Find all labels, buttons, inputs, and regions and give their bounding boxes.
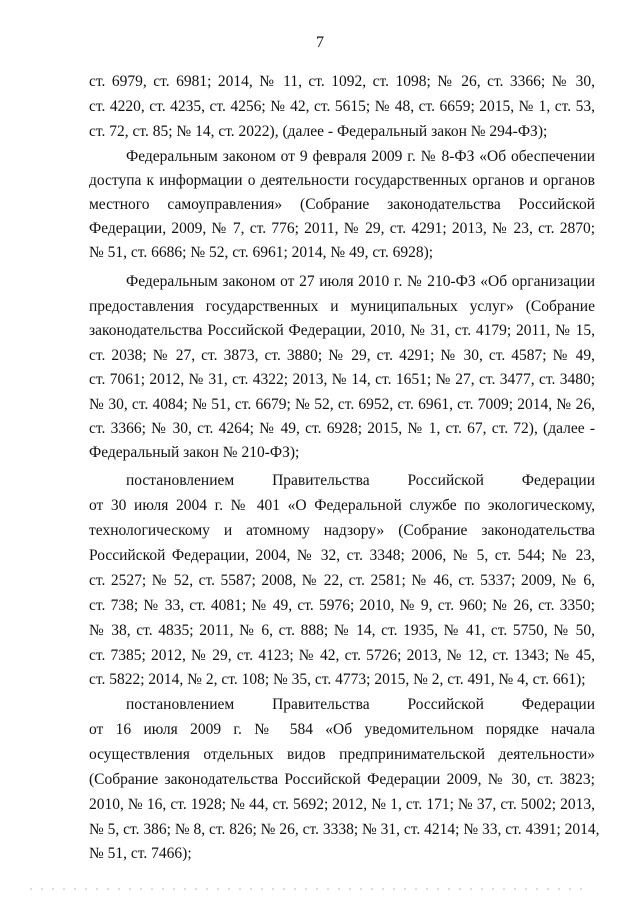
text-line: законодательства Российской Федерации, 2010, № 31, ст. 4179; 2011, № 15, <box>89 322 595 339</box>
text-line: ст. 738; № 33, ст. 4081; № 49, ст. 5976; 2010, № 9, ст. 960; № 26, ст. 3350; <box>89 597 595 614</box>
text-line: (Собрание законодательства Российской Федерации 2009, № 30, ст. 3823; <box>89 771 595 788</box>
text-line: № 38, ст. 4835; 2011, № 6, ст. 888; № 14, ст. 1935, № 41, ст. 5750, № 50, <box>89 622 595 639</box>
text-line: 2010, № 16, ст. 1928; № 44, ст. 5692; 2012, № 1, ст. 171; № 37, ст. 5002; 2013, <box>89 796 595 813</box>
text-line: № 5, ст. 386; № 8, ст. 826; № 26, ст. 3338; № 31, ст. 4214; № 33, ст. 4391; 2014, <box>89 821 600 838</box>
text-line: № 30, ст. 4084; № 51, ст. 6679; № 52, ст. 6952, ст. 6961, ст. 7009; 2014, № 26, <box>89 396 595 413</box>
text-line: ст. 3366; № 30, ст. 4264; № 49, ст. 6928; 2015, № 1, ст. 67, ст. 72), (далее - <box>89 420 595 437</box>
text-line: ст. 72, ст. 85; № 14, ст. 2022), (далее - Федеральный закон № 294-ФЗ); <box>89 123 548 140</box>
text-line: Российской Федерации, 2004, № 32, ст. 3348; 2006, № 5, ст. 544; № 23, <box>89 547 595 564</box>
text-line: технологическому и атомному надзору» (Собрание законодательства <box>89 522 595 539</box>
page-number: 7 <box>316 34 324 51</box>
text-line: доступа к информации о деятельности государственных органов и органов <box>89 172 595 189</box>
text-line: постановлением Правительства Российской Федерации <box>126 472 595 489</box>
text-line: постановлением Правительства Российской Федерации <box>126 696 595 713</box>
text-line: Федеральный закон № 210-ФЗ); <box>89 444 300 461</box>
text-line: ст. 4220, ст. 4235, ст. 4256; № 42, ст. 5615; № 48, ст. 6659; 2015, № 1, ст. 53, <box>89 98 595 115</box>
text-line: № 51, ст. 6686; № 52, ст. 6961; 2014, № 49, ст. 6928); <box>89 244 434 261</box>
scan-artifact <box>30 888 590 890</box>
text-line: местного самоуправления» (Собрание законодательства Российской <box>89 196 595 213</box>
text-line: от 16 июля 2009 г. № 584 «Об уведомительном порядке начала <box>89 721 595 738</box>
text-line: от 30 июля 2004 г. № 401 «О Федеральной службе по экологическому, <box>89 497 595 514</box>
text-line: ст. 7385; 2012, № 29, ст. 4123; № 42, ст. 5726; 2013, № 12, ст. 1343; № 45, <box>89 647 595 664</box>
text-line: предоставления государственных и муниципальных услуг» (Собрание <box>89 298 595 315</box>
text-line: Федеральным законом от 9 февраля 2009 г. № 8-ФЗ «Об обеспечении <box>126 148 595 165</box>
text-line: ст. 2038; № 27, ст. 3873, ст. 3880; № 29, ст. 4291; № 30, ст. 4587; № 49, <box>89 347 595 364</box>
text-line: Федерации, 2009, № 7, ст. 776; 2011, № 29, ст. 4291; 2013, № 23, ст. 2870; <box>89 220 595 237</box>
text-line: осуществления отдельных видов предпринимательской деятельности» <box>89 746 595 763</box>
text-line: ст. 7061; 2012, № 31, ст. 4322; 2013, № 14, ст. 1651; № 27, ст. 3477, ст. 3480; <box>89 371 595 388</box>
text-line: № 51, ст. 7466); <box>89 845 192 862</box>
text-line: ст. 5822; 2014, № 2, ст. 108; № 35, ст. 4773; 2015, № 2, ст. 491, № 4, ст. 661); <box>89 671 586 688</box>
text-line: Федеральным законом от 27 июля 2010 г. № 210-ФЗ «Об организации <box>126 273 595 290</box>
text-line: ст. 6979, ст. 6981; 2014, № 11, ст. 1092, ст. 1098; № 26, ст. 3366; № 30, <box>89 73 595 90</box>
text-line: ст. 2527; № 52, ст. 5587; 2008, № 22, ст. 2581; № 46, ст. 5337; 2009, № 6, <box>89 572 595 589</box>
